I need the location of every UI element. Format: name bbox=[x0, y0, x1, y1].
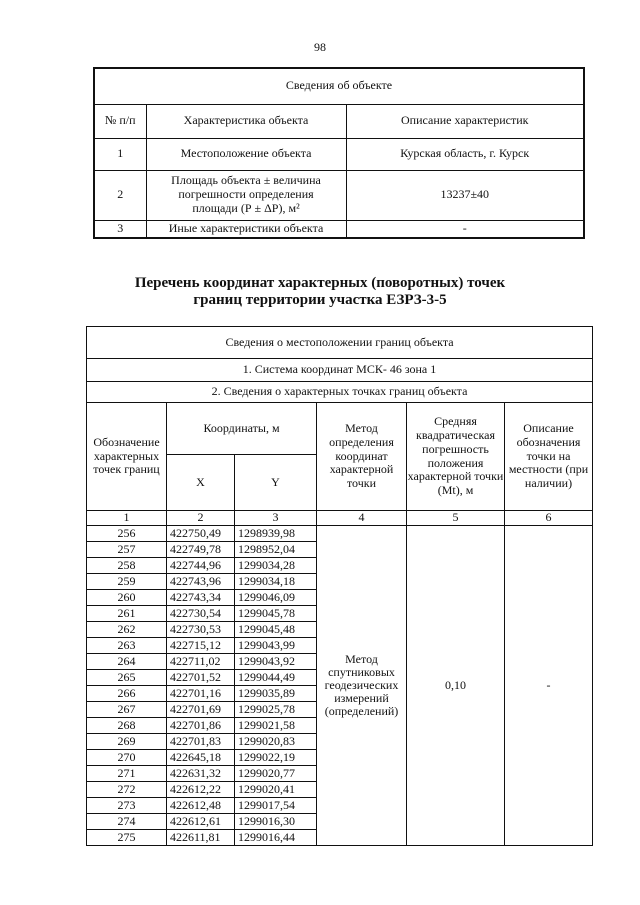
point-x: 422744,96 bbox=[167, 557, 235, 573]
row-characteristic: Местоположение объекта bbox=[146, 138, 346, 170]
point-y: 1299022,19 bbox=[235, 749, 317, 765]
point-x: 422701,69 bbox=[167, 701, 235, 717]
point-number: 266 bbox=[87, 685, 167, 701]
point-number: 260 bbox=[87, 589, 167, 605]
point-x: 422730,53 bbox=[167, 621, 235, 637]
point-x: 422612,48 bbox=[167, 797, 235, 813]
object-info-table bbox=[93, 67, 585, 239]
point-row bbox=[87, 525, 593, 541]
point-x: 422743,96 bbox=[167, 573, 235, 589]
point-number: 275 bbox=[87, 829, 167, 845]
point-y: 1299025,78 bbox=[235, 701, 317, 717]
col-method-header: Метод определения координат характерной точки bbox=[317, 403, 407, 511]
point-number: 264 bbox=[87, 653, 167, 669]
point-x: 422749,78 bbox=[167, 541, 235, 557]
point-y: 1299046,09 bbox=[235, 589, 317, 605]
row-num: 1 bbox=[94, 138, 146, 170]
point-x: 422730,54 bbox=[167, 605, 235, 621]
point-y: 1299016,44 bbox=[235, 829, 317, 845]
point-number: 268 bbox=[87, 717, 167, 733]
col-x-header: X bbox=[167, 455, 235, 511]
point-y: 1299044,49 bbox=[235, 669, 317, 685]
points-info-title: 2. Сведения о характерных точках границ объекта bbox=[87, 382, 593, 403]
col-number: 5 bbox=[407, 511, 505, 526]
point-x: 422750,49 bbox=[167, 525, 235, 541]
page-number: 98 bbox=[314, 40, 326, 54]
col-number: 6 bbox=[505, 511, 593, 526]
col-number: 4 bbox=[317, 511, 407, 526]
points-list-heading bbox=[0, 275, 640, 309]
col-number: 3 bbox=[235, 511, 317, 526]
point-x: 422701,16 bbox=[167, 685, 235, 701]
point-y: 1299020,41 bbox=[235, 781, 317, 797]
row-description: 13237±40 bbox=[346, 170, 584, 220]
row-description: - bbox=[346, 220, 584, 238]
point-number: 273 bbox=[87, 797, 167, 813]
col-y-header: Y bbox=[235, 455, 317, 511]
accuracy-value: 0,10 bbox=[407, 525, 505, 845]
location-title: Сведения о местоположении границ объекта bbox=[87, 327, 593, 359]
point-y: 1299020,77 bbox=[235, 765, 317, 781]
point-y: 1299016,30 bbox=[235, 813, 317, 829]
point-y: 1298939,98 bbox=[235, 525, 317, 541]
point-number: 256 bbox=[87, 525, 167, 541]
point-x: 422715,12 bbox=[167, 637, 235, 653]
description-value: - bbox=[505, 525, 593, 845]
heading-line-2: границ территории участка ЕЗРЗ-3-5 bbox=[193, 292, 447, 308]
point-x: 422631,32 bbox=[167, 765, 235, 781]
header-description: Описание характеристик bbox=[346, 104, 584, 138]
point-number: 257 bbox=[87, 541, 167, 557]
point-x: 422612,61 bbox=[167, 813, 235, 829]
point-x: 422611,81 bbox=[167, 829, 235, 845]
point-number: 259 bbox=[87, 573, 167, 589]
point-y: 1299045,78 bbox=[235, 605, 317, 621]
row-characteristic: Иные характеристики объекта bbox=[146, 220, 346, 238]
coordinates-table bbox=[86, 326, 593, 846]
point-x: 422701,83 bbox=[167, 733, 235, 749]
row-num: 2 bbox=[94, 170, 146, 220]
point-y: 1299021,58 bbox=[235, 717, 317, 733]
point-y: 1299043,99 bbox=[235, 637, 317, 653]
col-designation-header: Обозначение характерных точек границ bbox=[87, 403, 167, 511]
method-value: Метод спутниковых геодезических измерений (определений) bbox=[317, 525, 407, 845]
point-x: 422743,34 bbox=[167, 589, 235, 605]
point-number: 267 bbox=[87, 701, 167, 717]
point-number: 270 bbox=[87, 749, 167, 765]
row-characteristic: Площадь объекта ± величина погрешности определения площади (Р ± ΔР), м² bbox=[146, 170, 346, 220]
col-coords-header: Координаты, м bbox=[167, 403, 317, 455]
point-x: 422612,22 bbox=[167, 781, 235, 797]
point-number: 271 bbox=[87, 765, 167, 781]
point-number: 272 bbox=[87, 781, 167, 797]
point-x: 422645,18 bbox=[167, 749, 235, 765]
col-number: 2 bbox=[167, 511, 235, 526]
point-y: 1298952,04 bbox=[235, 541, 317, 557]
point-number: 269 bbox=[87, 733, 167, 749]
header-num: № п/п bbox=[94, 104, 146, 138]
col-description-header: Описание обозначения точки на местности (при наличии) bbox=[505, 403, 593, 511]
point-y: 1299020,83 bbox=[235, 733, 317, 749]
point-y: 1299045,48 bbox=[235, 621, 317, 637]
row-description: Курская область, г. Курск bbox=[346, 138, 584, 170]
point-number: 274 bbox=[87, 813, 167, 829]
object-info-title: Сведения об объекте bbox=[94, 68, 584, 104]
point-y: 1299034,18 bbox=[235, 573, 317, 589]
point-x: 422701,86 bbox=[167, 717, 235, 733]
point-number: 258 bbox=[87, 557, 167, 573]
point-number: 265 bbox=[87, 669, 167, 685]
header-characteristic: Характеристика объекта bbox=[146, 104, 346, 138]
col-accuracy-header: Средняя квадратическая погрешность положения характерной точки (Mt), м bbox=[407, 403, 505, 511]
row-num: 3 bbox=[94, 220, 146, 238]
point-y: 1299043,92 bbox=[235, 653, 317, 669]
point-number: 262 bbox=[87, 621, 167, 637]
point-number: 263 bbox=[87, 637, 167, 653]
point-number: 261 bbox=[87, 605, 167, 621]
point-x: 422701,52 bbox=[167, 669, 235, 685]
col-number: 1 bbox=[87, 511, 167, 526]
coordinate-system: 1. Система координат МСК- 46 зона 1 bbox=[87, 359, 593, 382]
point-y: 1299034,28 bbox=[235, 557, 317, 573]
point-x: 422711,02 bbox=[167, 653, 235, 669]
heading-line-1: Перечень координат характерных (поворотных) точек bbox=[134, 275, 506, 291]
point-y: 1299017,54 bbox=[235, 797, 317, 813]
point-y: 1299035,89 bbox=[235, 685, 317, 701]
